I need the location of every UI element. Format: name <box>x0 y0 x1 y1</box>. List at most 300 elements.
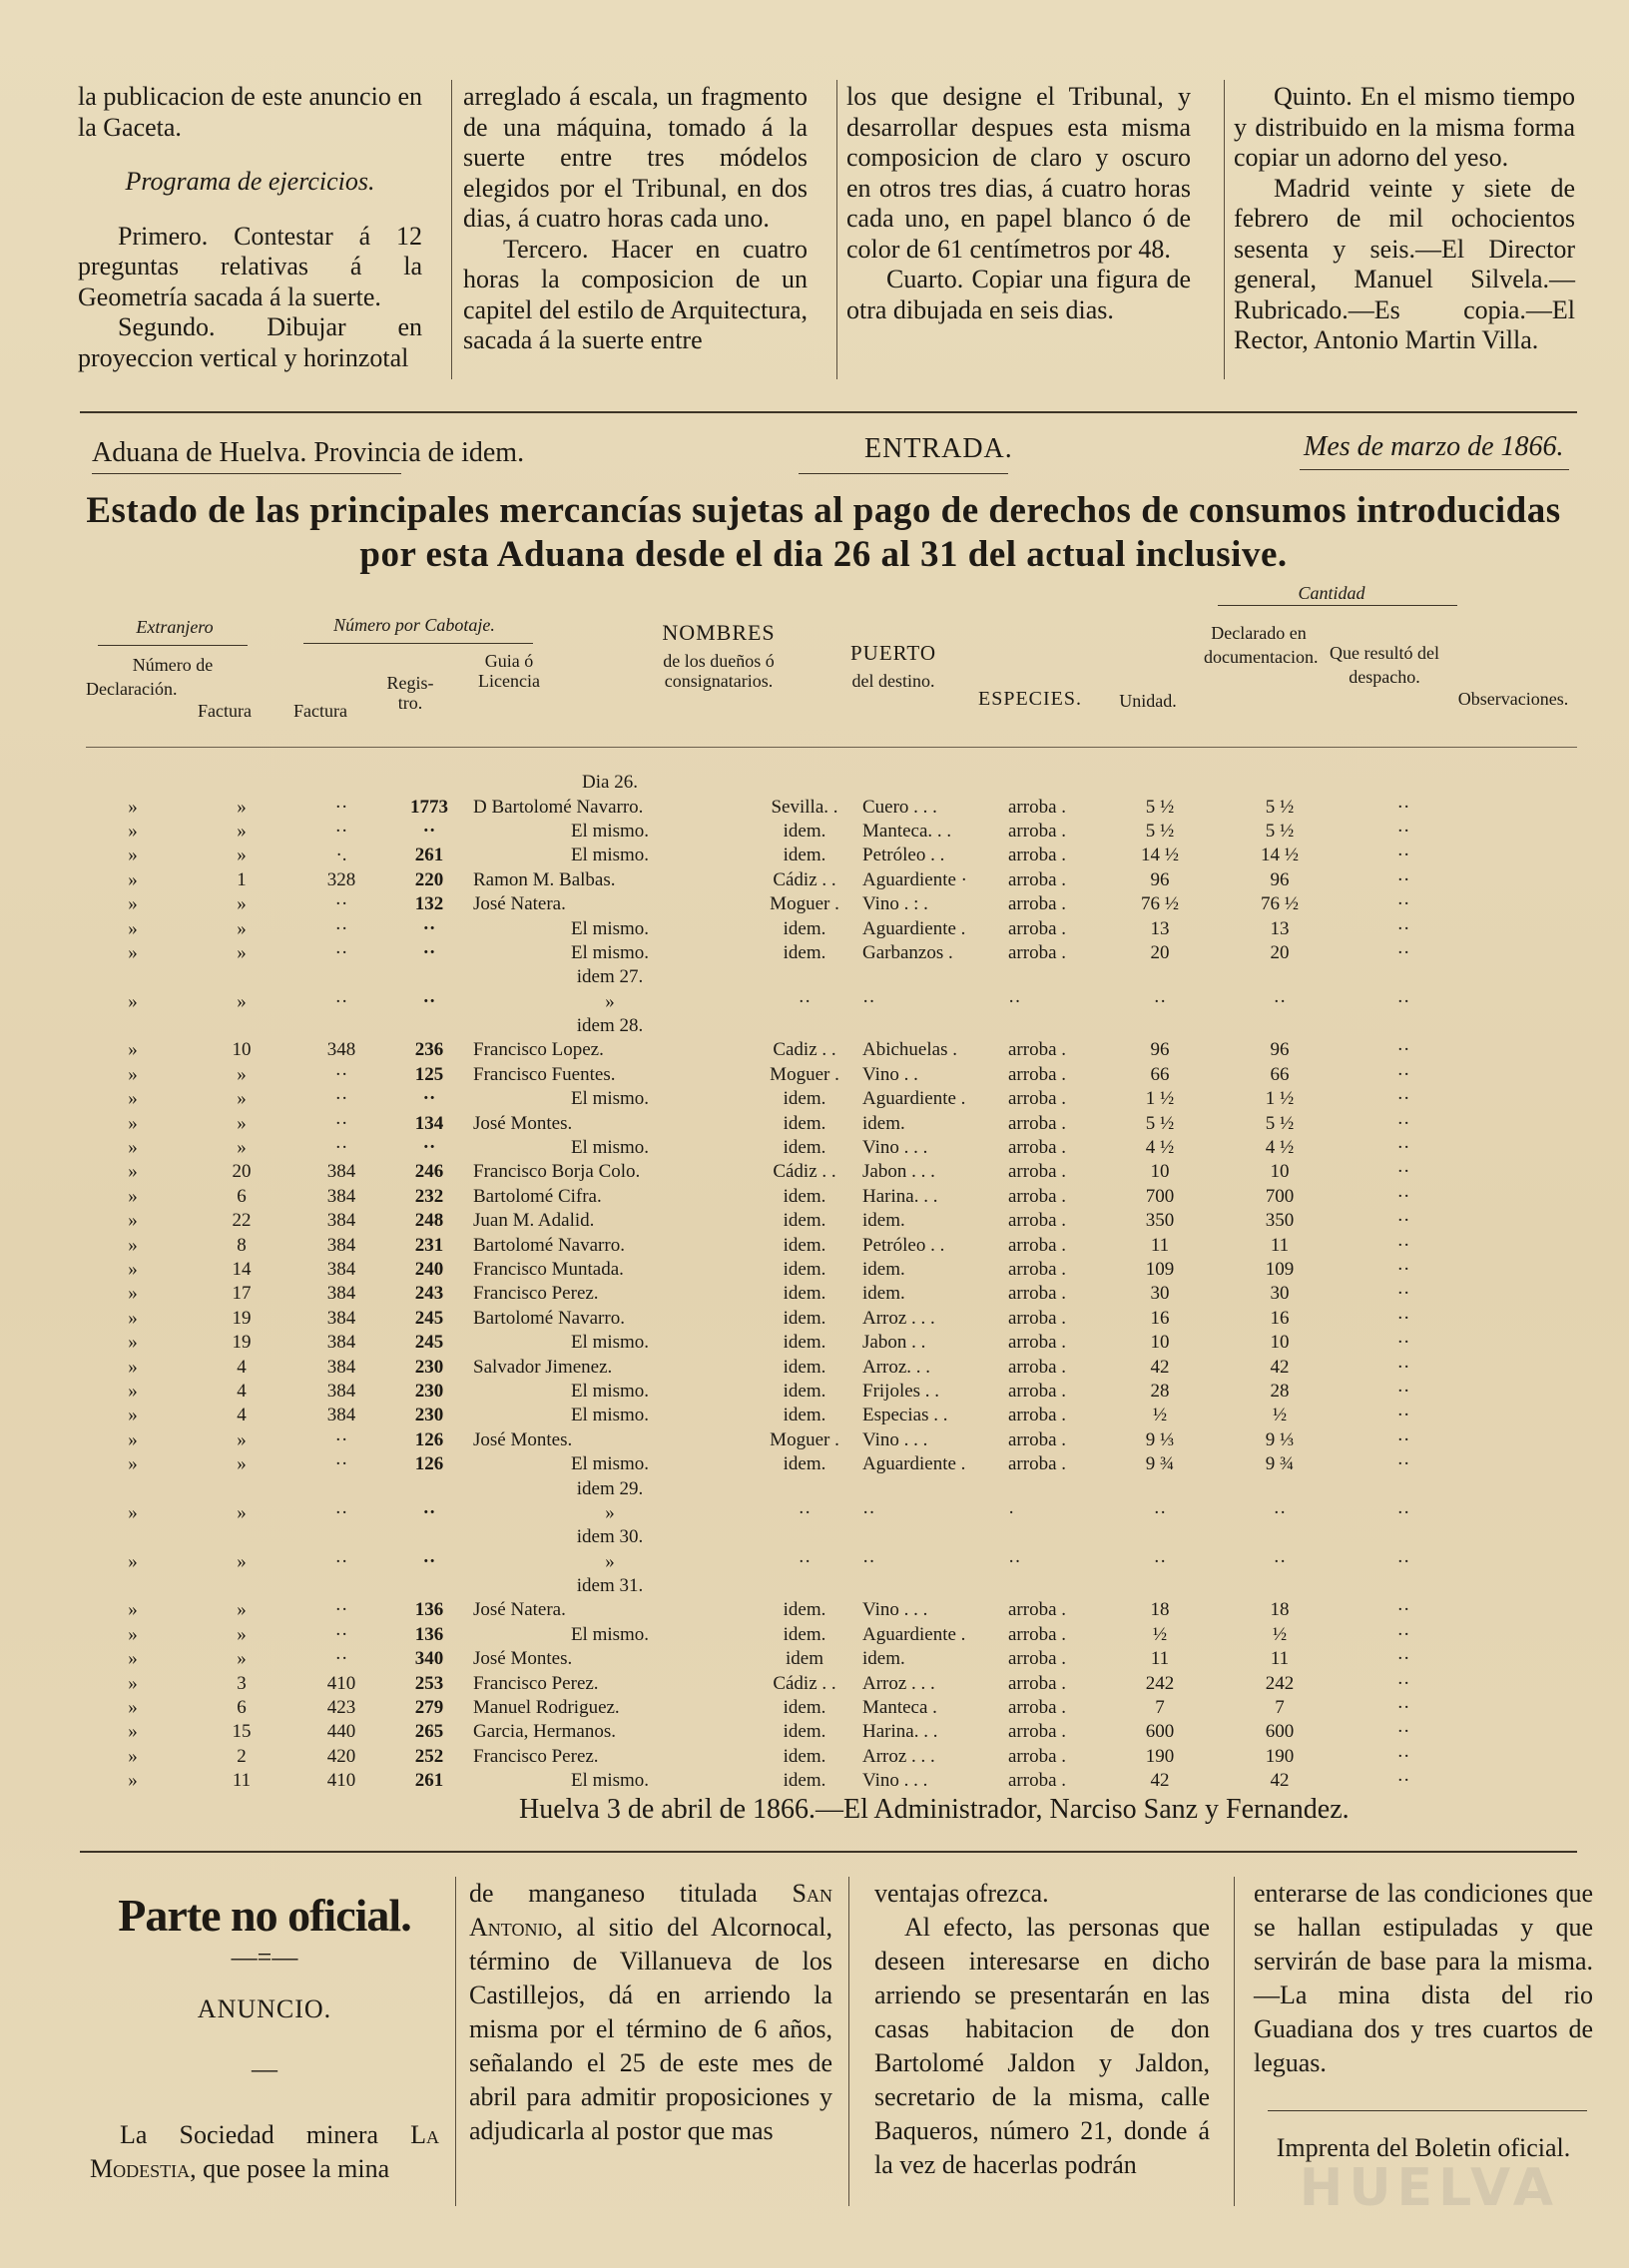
cell-especie: idem. <box>862 1648 905 1670</box>
cell-registro: 384 <box>326 1259 356 1280</box>
cell-factura: » <box>237 1428 247 1450</box>
cell-declarado: 42 <box>1150 1356 1170 1378</box>
cell-registro: ·· <box>334 893 348 915</box>
column-text: arreglado á escala, un fragmento de una máquina, tomado á la suerte entre tres módelos elegidos por el Tribunal, en dos dias, á cuatro horas cada uno. <box>463 82 808 233</box>
cell-observaciones: ·· <box>1396 1623 1410 1645</box>
cell-declarado: 30 <box>1150 1283 1170 1305</box>
cell-guia: 232 <box>414 1185 444 1207</box>
cell-nombre: El mismo. <box>570 941 650 963</box>
cell-resulto <box>1220 1525 1340 1549</box>
table-row <box>80 1428 1467 1452</box>
cell-guia: 1773 <box>410 796 448 818</box>
cell-unidad: arroba . <box>1008 1283 1067 1305</box>
ornament: —=— <box>231 1943 298 1972</box>
cell-observaciones: ·· <box>1396 1599 1410 1621</box>
cell-nombre: José Montes. <box>473 1428 573 1450</box>
table-row <box>80 1111 1467 1135</box>
cell-observaciones <box>1340 1476 1467 1500</box>
cell-unidad: arroba . <box>1008 1332 1067 1354</box>
cell-resulto <box>1220 965 1340 989</box>
cell-declarado: 42 <box>1150 1770 1170 1792</box>
cell-registro: ·· <box>334 796 348 818</box>
cell-puerto: idem. <box>783 1405 826 1426</box>
cell-registro: 384 <box>326 1405 356 1426</box>
cell-declaracion: » <box>128 893 138 915</box>
imprenta-rule <box>1268 2110 1587 2111</box>
cell-guia: 245 <box>414 1332 444 1354</box>
cell-factura: 2 <box>237 1745 247 1767</box>
table-row <box>80 1063 1467 1087</box>
cell-registro: ·· <box>334 820 348 842</box>
header-month: Mes de marzo de 1866. <box>1304 431 1564 462</box>
cell-declarado: ·· <box>1153 1550 1167 1572</box>
cell-unidad: arroba . <box>1008 1112 1067 1134</box>
cell-guia: ·· <box>422 917 436 939</box>
cell-guia: 261 <box>414 845 444 866</box>
table-row <box>80 1671 1467 1695</box>
cell-declarado: 350 <box>1145 1210 1175 1232</box>
cell-guia: 134 <box>414 1112 444 1134</box>
table-row <box>80 1380 1467 1404</box>
cell-unidad: arroba . <box>1008 1137 1067 1159</box>
table-row <box>80 941 1467 965</box>
cell-factura: 4 <box>237 1380 247 1402</box>
cell-puerto: idem. <box>783 917 826 939</box>
cell-declaracion: » <box>128 1623 138 1645</box>
header-guia: Guia ó Licencia <box>478 651 540 691</box>
cell-factura: » <box>237 1453 247 1475</box>
cell-nombre: El mismo. <box>570 1137 650 1159</box>
cell-especie: Vino . . . <box>862 1428 928 1450</box>
cell-resulto: 42 <box>1270 1356 1290 1378</box>
table-row <box>80 916 1467 940</box>
cell-nombre: Juan M. Adalid. <box>473 1210 595 1232</box>
cell-puerto: ·· <box>798 1550 812 1572</box>
cell-observaciones: ·· <box>1396 990 1410 1012</box>
cell-guia: 132 <box>414 893 444 915</box>
header-customs: Aduana de Huelva. Provincia de idem. <box>92 437 525 468</box>
cell-observaciones <box>1340 1574 1467 1598</box>
section-title: Parte no oficial. <box>118 1890 411 1941</box>
cell-especie: Vino . . . <box>862 1770 928 1792</box>
cell-factura: » <box>237 1550 247 1572</box>
cell-declarado: 76 ½ <box>1141 893 1179 915</box>
cell-unidad: arroba . <box>1008 1210 1067 1232</box>
cell-factura: 10 <box>232 1039 252 1061</box>
cell-puerto: idem. <box>783 1185 826 1207</box>
cell-resulto <box>1220 1014 1340 1038</box>
header-factura-cabotaje: Factura <box>293 701 347 721</box>
cell-nombre: » <box>605 1501 615 1523</box>
cell-registro: 410 <box>326 1770 356 1792</box>
table-title-line-2: por esta Aduana desde el dia 26 al 31 del actual inclusive. <box>359 534 1288 575</box>
cell-guia: 245 <box>414 1307 444 1329</box>
header-rule <box>98 645 248 646</box>
cell-factura: » <box>237 1063 247 1085</box>
cell-observaciones: ·· <box>1396 1112 1410 1134</box>
cell-declarado: ½ <box>1152 1405 1168 1426</box>
cell-guia: ·· <box>422 990 436 1012</box>
cell-declarado: 96 <box>1150 868 1170 890</box>
cell-declarado: ·· <box>1153 1501 1167 1523</box>
table-row <box>80 1087 1467 1111</box>
cell-puerto <box>747 771 862 795</box>
cell-declarado: 5 ½ <box>1145 820 1175 842</box>
cell-guia <box>385 1574 473 1598</box>
cell-unidad: arroba . <box>1008 845 1067 866</box>
cell-declaracion: » <box>128 1550 138 1572</box>
table-row <box>80 1355 1467 1379</box>
cell-registro: 410 <box>326 1672 356 1694</box>
cell-declarado: 11 <box>1150 1648 1170 1670</box>
cell-registro <box>297 1014 385 1038</box>
announcement-text <box>90 2118 439 2186</box>
cell-factura <box>186 1525 297 1549</box>
cell-declarado: 13 <box>1150 917 1170 939</box>
cell-declaracion: » <box>128 1259 138 1280</box>
cell-declaracion <box>80 1014 186 1038</box>
cell-observaciones: ·· <box>1396 820 1410 842</box>
cell-factura: 6 <box>237 1185 247 1207</box>
cell-unidad: arroba . <box>1008 1599 1067 1621</box>
cell-declarado: 7 <box>1155 1697 1165 1719</box>
cell-declarado: 109 <box>1145 1259 1175 1280</box>
cell-unidad: arroba . <box>1008 1672 1067 1694</box>
cell-resulto: 14 ½ <box>1261 845 1299 866</box>
cell-resulto: 190 <box>1265 1745 1295 1767</box>
cell-guia: 126 <box>414 1428 444 1450</box>
cell-observaciones: ·· <box>1396 1307 1410 1329</box>
table-row <box>80 1209 1467 1233</box>
cell-observaciones: ·· <box>1396 1770 1410 1792</box>
cell-puerto: idem. <box>783 1356 826 1378</box>
cell-guia: 246 <box>414 1161 444 1183</box>
cell-declaracion: » <box>128 1770 138 1792</box>
table-row <box>80 1598 1467 1622</box>
cell-resulto: 96 <box>1270 868 1290 890</box>
header-numero-de: Número de <box>132 655 214 675</box>
cell-unidad <box>1008 1476 1100 1500</box>
header-observaciones: Observaciones. <box>1457 689 1569 709</box>
table-row <box>80 1233 1467 1257</box>
section-rule <box>80 411 1577 413</box>
header-resulto: Que resultó del despacho. <box>1330 643 1439 687</box>
cell-factura: » <box>237 820 247 842</box>
cell-resulto <box>1220 1476 1340 1500</box>
cell-registro: 384 <box>326 1332 356 1354</box>
cell-observaciones: ·· <box>1396 1137 1410 1159</box>
cell-factura: » <box>237 917 247 939</box>
cell-especie: Vino . . <box>862 1063 918 1085</box>
cell-observaciones: ·· <box>1396 1039 1410 1061</box>
cell-resulto: 11 <box>1270 1234 1290 1256</box>
cell-puerto: idem. <box>783 1112 826 1134</box>
table-row <box>80 990 1467 1014</box>
cell-observaciones: ·· <box>1396 1185 1410 1207</box>
cell-observaciones: ·· <box>1396 1697 1410 1719</box>
cell-factura: » <box>237 1501 247 1523</box>
cell-especie: Petróleo . . <box>862 1234 945 1256</box>
cell-puerto: Cádiz . . <box>773 868 836 890</box>
cell-observaciones <box>1340 771 1467 795</box>
cell-declarado: 5 ½ <box>1145 796 1175 818</box>
cell-factura: » <box>237 941 247 963</box>
cell-declaracion: » <box>128 1428 138 1450</box>
cell-puerto: idem. <box>783 1307 826 1329</box>
cell-resulto: 96 <box>1270 1039 1290 1061</box>
text-fragment: de manganeso titulada <box>469 1879 793 1908</box>
text-fragment: , al sitio del Alcornocal, término de Villanueva de los Castillejos, dá en arriendo la misma por el término de 6 años, señalando el 25 de este mes de abril para admitir proposiciones y adjudicarla al postor que mas <box>469 1913 832 2145</box>
table-row <box>80 1720 1467 1744</box>
cell-registro: ·· <box>334 1648 348 1670</box>
cell-nombre: El mismo. <box>570 845 650 866</box>
cell-observaciones: ·· <box>1396 1063 1410 1085</box>
cell-unidad: arroba . <box>1008 941 1067 963</box>
cell-nombre: Francisco Fuentes. <box>473 1063 616 1085</box>
cell-unidad: arroba . <box>1008 1721 1067 1743</box>
cell-declarado: 700 <box>1145 1185 1175 1207</box>
cell-especie: ·· <box>862 1501 875 1523</box>
cell-unidad: arroba . <box>1008 917 1067 939</box>
cell-declaracion: » <box>128 1745 138 1767</box>
cell-especie <box>862 1574 1008 1598</box>
top-column-3 <box>846 82 1191 325</box>
cell-guia: 252 <box>414 1745 444 1767</box>
cell-especie: Garbanzos . <box>862 941 953 963</box>
cell-especie <box>862 771 1008 795</box>
cell-factura: » <box>237 893 247 915</box>
cell-guia <box>385 771 473 795</box>
cell-declaracion: » <box>128 820 138 842</box>
cell-factura <box>186 1014 297 1038</box>
cell-declaracion <box>80 965 186 989</box>
cell-factura: 4 <box>237 1405 247 1426</box>
cell-resulto: 5 ½ <box>1265 1112 1295 1134</box>
cell-puerto <box>747 1476 862 1500</box>
cell-nombre: El mismo. <box>570 917 650 939</box>
cell-factura: » <box>237 1088 247 1110</box>
cell-declarado: ½ <box>1152 1623 1168 1645</box>
cell-nombre: Manuel Rodriguez. <box>473 1697 620 1719</box>
cell-declaracion: » <box>128 1112 138 1134</box>
cell-unidad: arroba . <box>1008 1185 1067 1207</box>
cell-observaciones: ·· <box>1396 917 1410 939</box>
cell-declaracion <box>80 1476 186 1500</box>
cell-observaciones: ·· <box>1396 893 1410 915</box>
cell-puerto <box>747 1014 862 1038</box>
cell-declaracion: » <box>128 1161 138 1183</box>
cell-factura: » <box>237 990 247 1012</box>
cell-puerto: idem. <box>783 1259 826 1280</box>
cell-factura: 17 <box>232 1283 252 1305</box>
column-divider <box>1224 80 1225 379</box>
cell-observaciones: ·· <box>1396 1428 1410 1450</box>
cell-declarado: 9 ¾ <box>1145 1453 1175 1475</box>
announcement-text: enterarse de las condiciones que se hallan estipuladas y que servirán de base para la misma.—La mina dista del rio Guadiana dos y tres cuartos de leguas. <box>1254 1879 1593 2077</box>
cell-resulto: 7 <box>1275 1697 1285 1719</box>
cell-declaracion: » <box>128 1039 138 1061</box>
cell-registro: 384 <box>326 1185 356 1207</box>
cell-unidad: ·· <box>1008 1550 1021 1572</box>
cell-resulto: ·· <box>1273 1550 1287 1572</box>
cell-puerto: Cadiz . . <box>773 1039 836 1061</box>
cell-unidad: arroba . <box>1008 1405 1067 1426</box>
cell-puerto: idem. <box>783 1721 826 1743</box>
cell-declarado: 242 <box>1145 1672 1175 1694</box>
cell-especie: Vino . . . <box>862 1137 928 1159</box>
cell-observaciones: ·· <box>1396 845 1410 866</box>
cell-unidad: arroba . <box>1008 1307 1067 1329</box>
cell-unidad: arroba . <box>1008 1745 1067 1767</box>
cell-puerto: Cádiz . . <box>773 1161 836 1183</box>
cell-especie: Arroz . . . <box>862 1307 935 1329</box>
cell-declaracion: » <box>128 868 138 890</box>
cell-nombre: El mismo. <box>570 1405 650 1426</box>
cell-unidad: arroba . <box>1008 1697 1067 1719</box>
cell-declarado <box>1100 1014 1220 1038</box>
column-text: Tercero. Hacer en cuatro horas la composicion de un capitel del estilo de Arquitectura, sacada á la suerte entre <box>463 234 808 354</box>
table-row <box>80 1307 1467 1331</box>
cell-puerto: Sevilla. . <box>771 796 838 818</box>
cell-observaciones <box>1340 965 1467 989</box>
imprenta: Imprenta del Boletin oficial. <box>1276 2133 1571 2162</box>
cell-nombre: El mismo. <box>570 1380 650 1402</box>
ornament-rule <box>1300 469 1569 470</box>
cell-especie: Jabon . . . <box>862 1161 935 1183</box>
cell-observaciones: ·· <box>1396 1405 1410 1426</box>
cell-guia: 125 <box>414 1063 444 1085</box>
cell-guia <box>385 1014 473 1038</box>
cell-nombre: Francisco Perez. <box>473 1745 599 1767</box>
cell-declarado: 14 ½ <box>1141 845 1179 866</box>
cell-declaracion: » <box>128 1234 138 1256</box>
cell-especie <box>862 1014 1008 1038</box>
signature-line: Huelva 3 de abril de 1866.—El Administrador, Narciso Sanz y Fernandez. <box>519 1794 1350 1825</box>
cell-registro: ·· <box>334 1088 348 1110</box>
cell-guia: 136 <box>414 1599 444 1621</box>
cell-unidad: arroba . <box>1008 796 1067 818</box>
cell-nombre: Salvador Jimenez. <box>473 1356 613 1378</box>
cell-factura: 20 <box>232 1161 252 1183</box>
cell-unidad: arroba . <box>1008 1648 1067 1670</box>
header-cantidad: Cantidad <box>1298 583 1365 603</box>
cell-declarado <box>1100 1525 1220 1549</box>
cell-registro <box>297 965 385 989</box>
table-row <box>80 1136 1467 1160</box>
cell-guia: 231 <box>414 1234 444 1256</box>
cell-puerto: idem. <box>783 1623 826 1645</box>
table-title <box>80 489 1567 577</box>
cell-puerto: idem. <box>783 1332 826 1354</box>
cell-unidad: arroba . <box>1008 1161 1067 1183</box>
header-entrada: ENTRADA. <box>864 433 1013 464</box>
cell-registro: ·· <box>334 941 348 963</box>
table-title-line-1: Estado de las principales mercancías sujetas al pago de derechos de consumos introducidas <box>86 490 1561 531</box>
announcement-text: ventajas ofrezca. <box>874 1879 1049 1908</box>
cell-declaracion <box>80 1574 186 1598</box>
cell-guia: 253 <box>414 1672 444 1694</box>
cell-registro: ·· <box>334 1550 348 1572</box>
cell-unidad: arroba . <box>1008 1259 1067 1280</box>
program-heading: Programa de ejercicios. <box>125 167 375 196</box>
cell-guia: 340 <box>414 1648 444 1670</box>
cell-declaracion: » <box>128 1063 138 1085</box>
header-nombres-sub: de los dueños ó consignatarios. <box>663 651 775 691</box>
archive-watermark: HUELVA <box>1299 2158 1559 2218</box>
cell-declarado: ·· <box>1153 990 1167 1012</box>
cell-registro: ·· <box>334 1063 348 1085</box>
cell-resulto: 28 <box>1270 1380 1290 1402</box>
cell-declarado: 9 ⅓ <box>1145 1428 1175 1450</box>
cell-factura: » <box>237 796 247 818</box>
cell-puerto: idem. <box>783 1088 826 1110</box>
cell-puerto: idem. <box>783 1453 826 1475</box>
cell-puerto: ·· <box>798 1501 812 1523</box>
cell-nombre: Dia 26. <box>582 772 638 794</box>
cell-nombre: Francisco Muntada. <box>473 1259 624 1280</box>
cell-declarado: 5 ½ <box>1145 1112 1175 1134</box>
cell-declaracion: » <box>128 1210 138 1232</box>
cell-unidad: arroba . <box>1008 1770 1067 1792</box>
cell-registro: 328 <box>326 868 356 890</box>
cell-observaciones: ·· <box>1396 1356 1410 1378</box>
cell-guia: ·· <box>422 1088 436 1110</box>
cell-observaciones: ·· <box>1396 1283 1410 1305</box>
cell-registro: 420 <box>326 1745 356 1767</box>
cell-resulto: 11 <box>1270 1648 1290 1670</box>
cell-unidad: arroba . <box>1008 893 1067 915</box>
cell-observaciones: ·· <box>1396 1721 1410 1743</box>
cell-declarado <box>1100 1574 1220 1598</box>
cell-nombre: idem 29. <box>576 1477 644 1499</box>
cell-declaracion: » <box>128 845 138 866</box>
cell-factura <box>186 771 297 795</box>
cell-unidad: arroba . <box>1008 820 1067 842</box>
cell-declaracion: » <box>128 1672 138 1694</box>
cell-nombre: idem 27. <box>576 966 644 988</box>
cell-declarado: 10 <box>1150 1161 1170 1183</box>
announcement-text <box>469 1877 832 2148</box>
table-row <box>80 844 1467 867</box>
cell-especie: Petróleo . . <box>862 845 945 866</box>
cell-nombre: Bartolomé Navarro. <box>473 1307 625 1329</box>
cell-factura: » <box>237 1112 247 1134</box>
cell-registro: 384 <box>326 1283 356 1305</box>
cell-unidad: arroba . <box>1008 1039 1067 1061</box>
cell-registro: 423 <box>326 1697 356 1719</box>
cell-puerto <box>747 965 862 989</box>
cell-nombre: José Natera. <box>473 893 566 915</box>
cell-registro: ·· <box>334 1137 348 1159</box>
cell-registro: 384 <box>326 1307 356 1329</box>
cell-especie: ·· <box>862 1550 875 1572</box>
cell-guia <box>385 1476 473 1500</box>
table-row <box>80 1258 1467 1282</box>
cell-puerto: ·· <box>798 990 812 1012</box>
mine-name: San Antonio <box>469 1879 832 1942</box>
cell-factura: 4 <box>237 1356 247 1378</box>
cell-nombre: El mismo. <box>570 1453 650 1475</box>
cell-unidad: arroba . <box>1008 1623 1067 1645</box>
cell-declaracion: » <box>128 917 138 939</box>
cell-resulto: 16 <box>1270 1307 1290 1329</box>
cell-unidad: arroba . <box>1008 1088 1067 1110</box>
cell-declaracion: » <box>128 1307 138 1329</box>
cell-especie: Aguardiente . <box>862 1088 966 1110</box>
cell-observaciones: ·· <box>1396 868 1410 890</box>
cell-factura: 11 <box>232 1770 252 1792</box>
cell-factura <box>186 1574 297 1598</box>
